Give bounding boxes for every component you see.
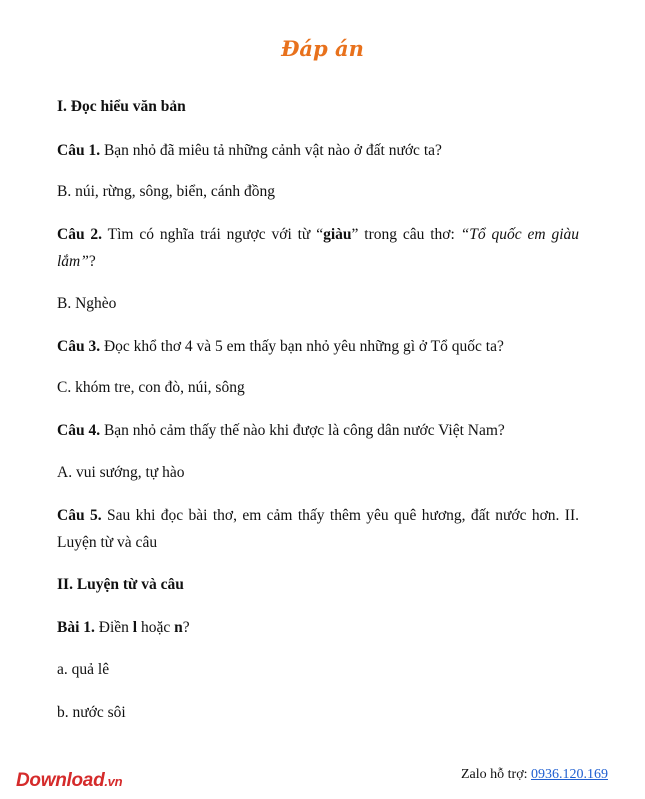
phone-link[interactable]: 0936.120.169 bbox=[531, 767, 608, 782]
answer-4: A. vui sướng, tự hào bbox=[57, 464, 185, 481]
answer-2: B. Nghèo bbox=[57, 295, 117, 312]
exercise-1: Bài 1. Điền l hoặc n? bbox=[57, 619, 190, 636]
exercise-1-b: b. nước sôi bbox=[57, 704, 126, 721]
exercise-1-a: a. quả lê bbox=[57, 661, 110, 678]
page-title: Đáp án bbox=[281, 36, 364, 61]
question-2-cont: lắm”? bbox=[57, 253, 96, 270]
answer-3: C. khóm tre, con đò, núi, sông bbox=[57, 379, 245, 396]
section-heading-1: I. Đọc hiểu văn bản bbox=[57, 98, 186, 115]
question-5-cont: Luyện từ và câu bbox=[57, 534, 158, 551]
question-2: Câu 2. Tìm có nghĩa trái ngược với từ “giàu” trong câu thơ: “Tổ quốc em giàu bbox=[57, 226, 580, 243]
zalo-support: Zalo hỗ trợ: 0936.120.169 bbox=[461, 767, 608, 782]
download-logo[interactable]: Download.vn bbox=[16, 770, 123, 791]
answer-1: B. núi, rừng, sông, biển, cánh đồng bbox=[57, 183, 276, 200]
question-5: Câu 5. Sau khi đọc bài thơ, em cảm thấy thêm yêu quê hương, đất nước hơn. II. bbox=[57, 507, 579, 524]
question-1: Câu 1. Bạn nhỏ đã miêu tả những cảnh vật nào ở đất nước ta? bbox=[57, 142, 442, 159]
section-heading-2: II. Luyện từ và câu bbox=[57, 576, 184, 593]
question-4: Câu 4. Bạn nhỏ cảm thấy thế nào khi được là công dân nước Việt Nam? bbox=[57, 422, 505, 439]
question-3: Câu 3. Đọc khổ thơ 4 và 5 em thấy bạn nhỏ yêu những gì ở Tổ quốc ta? bbox=[57, 338, 504, 355]
